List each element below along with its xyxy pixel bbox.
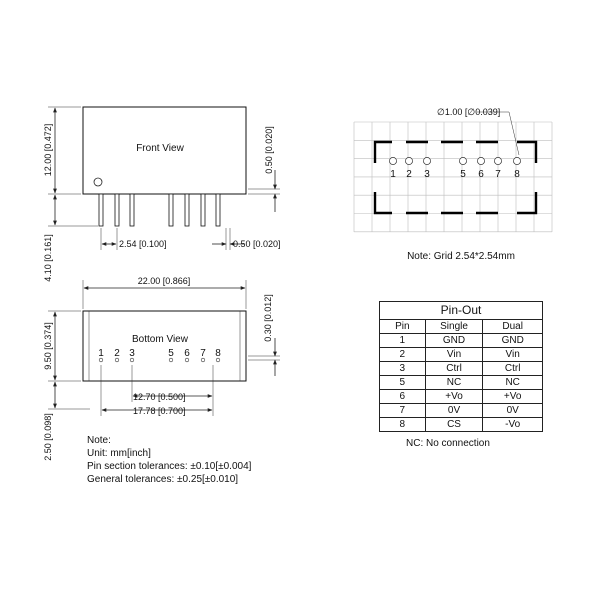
dim-pin-length: 4.10 [0.161] bbox=[43, 234, 53, 282]
pin-cell: 2 bbox=[380, 348, 426, 362]
single-cell: Ctrl bbox=[425, 362, 483, 376]
footprint-pin-number: 7 bbox=[495, 169, 501, 180]
pinout-title: Pin-Out bbox=[379, 301, 543, 319]
dual-cell: -Vo bbox=[483, 418, 543, 432]
pin-cell: 3 bbox=[380, 362, 426, 376]
single-cell: CS bbox=[425, 418, 483, 432]
pin-cell: 7 bbox=[380, 404, 426, 418]
footprint-pin-number: 1 bbox=[390, 169, 396, 180]
pinout-table bbox=[379, 301, 543, 432]
dim-standoff: 0.50 [0.020] bbox=[264, 126, 274, 174]
pin-cell: 8 bbox=[380, 418, 426, 432]
footprint-hole bbox=[477, 157, 484, 164]
table-row bbox=[380, 348, 543, 362]
pinout-header-dual: Dual bbox=[483, 320, 543, 334]
bottom-pin-number: 7 bbox=[200, 348, 206, 359]
dim-front-height: 12.00 [0.472] bbox=[43, 123, 53, 177]
footprint-hole bbox=[459, 157, 466, 164]
footprint-pin-number: 5 bbox=[460, 169, 466, 180]
front-pin bbox=[115, 194, 119, 226]
footprint-pin-number: 6 bbox=[478, 169, 484, 180]
bottom-view bbox=[43, 276, 280, 461]
front-pin bbox=[99, 194, 103, 226]
table-row bbox=[380, 404, 543, 418]
pin-cell: 1 bbox=[380, 334, 426, 348]
footprint-hole bbox=[423, 157, 430, 164]
dual-cell: NC bbox=[483, 376, 543, 390]
bottom-pin-number: 1 bbox=[98, 348, 104, 359]
table-row bbox=[380, 376, 543, 390]
hole-diameter: ∅1.00 [∅0.039] bbox=[437, 107, 501, 117]
dual-cell: +Vo bbox=[483, 390, 543, 404]
dim-pin-width: 0.50 [0.020] bbox=[233, 239, 281, 249]
bottom-view-label: Bottom View bbox=[132, 334, 188, 345]
dim-pin-span-b: 17.78 [0.700] bbox=[133, 406, 186, 416]
table-row bbox=[380, 418, 543, 432]
dim-pitch: 2.54 [0.100] bbox=[119, 239, 167, 249]
dual-cell: 0V bbox=[483, 404, 543, 418]
footprint-pin-number: 2 bbox=[406, 169, 412, 180]
dim-length: 22.00 [0.866] bbox=[137, 276, 191, 286]
notes-line-pin-tolerance: Pin section tolerances: ±0.10[±0.004] bbox=[87, 461, 252, 472]
front-pin bbox=[169, 194, 173, 226]
single-cell: 0V bbox=[425, 404, 483, 418]
pinout-header-row bbox=[380, 320, 543, 334]
notes-line-general-tolerance: General tolerances: ±0.25[±0.010] bbox=[87, 474, 239, 485]
footprint-hole bbox=[513, 157, 520, 164]
pin-cell: 6 bbox=[380, 390, 426, 404]
table-row bbox=[380, 390, 543, 404]
bottom-view-body bbox=[83, 311, 246, 381]
footprint-hole bbox=[389, 157, 396, 164]
dual-cell: Vin bbox=[483, 348, 543, 362]
pinout-header-single: Single bbox=[425, 320, 483, 334]
front-pin bbox=[216, 194, 220, 226]
pin-cell: 5 bbox=[380, 376, 426, 390]
front-view bbox=[43, 107, 281, 282]
single-cell: GND bbox=[425, 334, 483, 348]
single-cell: +Vo bbox=[425, 390, 483, 404]
footprint-pin-number: 8 bbox=[514, 169, 520, 180]
front-pins bbox=[99, 194, 220, 226]
footprint-hole bbox=[405, 157, 412, 164]
table-row bbox=[380, 334, 543, 348]
front-pin bbox=[130, 194, 134, 226]
table-row bbox=[380, 362, 543, 376]
bottom-pin-number: 2 bbox=[114, 348, 120, 359]
dual-cell: GND bbox=[483, 334, 543, 348]
grid-note: Note: Grid 2.54*2.54mm bbox=[407, 251, 515, 262]
notes-title: Note: bbox=[87, 435, 111, 446]
single-cell: Vin bbox=[425, 348, 483, 362]
front-view-label: Front View bbox=[136, 143, 184, 154]
bottom-pin-number: 8 bbox=[215, 348, 221, 359]
single-cell: NC bbox=[425, 376, 483, 390]
pinout-header-pin: Pin bbox=[380, 320, 426, 334]
footprint-outline bbox=[375, 142, 536, 213]
bottom-pin-number: 3 bbox=[129, 348, 135, 359]
footprint bbox=[354, 107, 552, 262]
pinout-footnote: NC: No connection bbox=[406, 438, 490, 449]
notes-line-unit: Unit: mm[inch] bbox=[87, 448, 151, 459]
bottom-pin-number: 5 bbox=[168, 348, 174, 359]
bottom-pin-number: 6 bbox=[184, 348, 190, 359]
front-pin bbox=[201, 194, 205, 226]
dim-edge: 2.50 [0.098] bbox=[43, 413, 53, 461]
dim-width: 9.50 [0.374] bbox=[43, 322, 53, 370]
footprint-pin-number: 3 bbox=[424, 169, 430, 180]
dual-cell: Ctrl bbox=[483, 362, 543, 376]
footprint-grid bbox=[354, 122, 552, 232]
footprint-hole bbox=[494, 157, 501, 164]
dim-pin-span-a: 12.70 [0.500] bbox=[133, 392, 186, 402]
dim-offset: 0.30 [0.012] bbox=[263, 294, 273, 342]
front-pin bbox=[185, 194, 189, 226]
